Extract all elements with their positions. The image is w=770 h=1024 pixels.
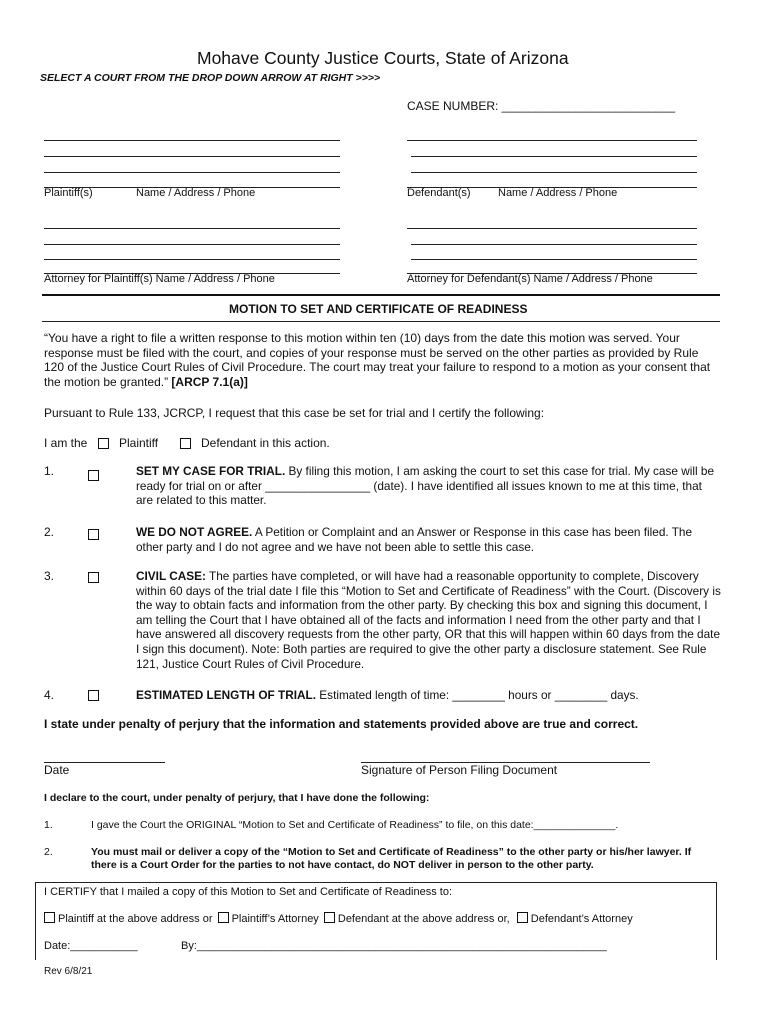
certify-defendant-label: Defendant at the above address or, <box>337 913 510 925</box>
atty-plaintiff-line-3[interactable] <box>44 259 340 260</box>
item-3-heading: CIVIL CASE: <box>136 569 206 583</box>
atty-defendant-line-1[interactable] <box>407 228 697 229</box>
item-3-checkbox[interactable] <box>88 572 99 583</box>
item-4-heading: ESTIMATED LENGTH OF TRIAL. <box>136 688 317 702</box>
certify-defendant-checkbox[interactable] <box>324 912 335 923</box>
certify-heading: I CERTIFY that I mailed a copy of this Motion to Set and Certificate of Readiness to: <box>44 886 453 898</box>
i-am-defendant-label: Defendant in this action. <box>201 436 330 450</box>
declaration-item-1-number: 1. <box>44 819 53 831</box>
declaration-item-2-number: 2. <box>44 846 53 858</box>
notice-rule: [ARCP 7.1(a)] <box>171 374 248 389</box>
plaintiff-name-address-label: Name / Address / Phone <box>136 187 256 199</box>
atty-defendant-line-3[interactable] <box>411 259 697 260</box>
item-4-body: Estimated length of time: ________ hours or ________ days. <box>319 688 639 702</box>
atty-defendant-label: Attorney for Defendant(s) Name / Address / Phone <box>407 273 653 285</box>
certify-plaintiff-checkbox[interactable] <box>44 912 55 923</box>
atty-plaintiff-line-2[interactable] <box>44 244 340 245</box>
plaintiff-label: Plaintiff(s) <box>44 187 93 199</box>
section-underline <box>42 321 720 322</box>
declaration-item-1-text: I gave the Court the ORIGINAL “Motion to Set and Certificate of Readiness” to file, on this date:______________. <box>91 819 619 831</box>
item-3-text <box>136 569 722 671</box>
case-number-field[interactable]: CASE NUMBER: __________________________ <box>407 99 676 113</box>
atty-plaintiff-line-1[interactable] <box>44 228 340 229</box>
item-4-number: 4. <box>44 688 55 702</box>
signature-label: Signature of Person Filing Document <box>361 763 558 777</box>
declaration-item-2-text: You must mail or deliver a copy of the “Motion to Set and Certificate of Readiness” to the other party or his/her lawyer. If there is a Court Order for the parties to not have contact, do NOT deliver in person to the other party. <box>91 846 692 871</box>
revision-label: Rev 6/8/21 <box>44 966 93 977</box>
section-title: MOTION TO SET AND CERTIFICATE OF READINESS <box>229 302 528 316</box>
item-4-checkbox[interactable] <box>88 690 99 701</box>
item-1-body: By filing this motion, I am asking the court to set this case for trial. My case will be ready for trial on or after ________________ (date). I have identified all issues known to me at this time, that are related to this matter. <box>136 464 715 508</box>
item-1-text <box>136 464 722 508</box>
defendant-line-1[interactable] <box>407 140 697 141</box>
defendant-line-3[interactable] <box>411 172 697 173</box>
plaintiff-line-3[interactable] <box>44 172 340 173</box>
item-2-heading: WE DO NOT AGREE. <box>136 525 253 539</box>
item-3-body: The parties have completed, or will have had a reasonable opportunity to complete, Discovery within 60 days of the trial date I file this “Motion to Set and Certificate of Readiness” with the Court. (Discovery is the way to obtain facts and information from the other party. By checking this box and signing this document, I am telling the Court that I have obtained all of the facts and information I need from the other party and that I have answered all discovery requests from the other party, OR that this will happen within 60 days from the date I sign this document). Note: Both parties are required to give the other party a disclosure statement. See Rule 121, Justice Court Rules of Civil Procedure. <box>136 569 721 671</box>
defendant-checkbox[interactable] <box>180 438 191 449</box>
item-1-heading: SET MY CASE FOR TRIAL. <box>136 464 286 478</box>
item-2-body: A Petition or Complaint and an Answer or Response in this case has been filed. The other party and I do not agree and we have not been able to settle this case. <box>136 525 693 554</box>
declaration-heading: I declare to the court, under penalty of perjury, that I have done the following: <box>44 792 430 804</box>
date-label: Date <box>44 763 70 777</box>
atty-defendant-line-2[interactable] <box>411 244 697 245</box>
perjury-statement: I state under penalty of perjury that the information and statements provided above are true and correct. <box>44 717 639 731</box>
certify-defendant-attorney-label: Defendant’s Attorney <box>530 913 633 925</box>
plaintiff-line-2[interactable] <box>44 156 340 157</box>
certify-plaintiff-label: Plaintiff at the above address or <box>58 913 213 925</box>
defendant-line-2[interactable] <box>411 156 697 157</box>
certify-by-field[interactable]: By:___________________________________________________________________ <box>181 940 607 952</box>
notice-paragraph <box>44 331 716 389</box>
pursuant-statement: Pursuant to Rule 133, JCRCP, I request that this case be set for trial and I certify the following: <box>44 406 545 420</box>
item-2-number: 2. <box>44 525 55 539</box>
i-am-prefix: I am the <box>44 436 88 450</box>
certify-plaintiff-attorney-checkbox[interactable] <box>218 912 229 923</box>
atty-plaintiff-label: Attorney for Plaintiff(s) Name / Address / Phone <box>44 273 275 285</box>
defendant-name-address-label: Name / Address / Phone <box>498 187 618 199</box>
item-2-text <box>136 525 722 554</box>
item-3-number: 3. <box>44 569 55 583</box>
plaintiff-line-1[interactable] <box>44 140 340 141</box>
certify-defendant-attorney-checkbox[interactable] <box>517 912 528 923</box>
item-4-text <box>136 688 722 703</box>
i-am-plaintiff-label: Plaintiff <box>119 436 159 450</box>
court-select-instruction[interactable]: SELECT A COURT FROM THE DROP DOWN ARROW AT RIGHT >>>> <box>40 72 381 84</box>
item-1-number: 1. <box>44 464 55 478</box>
certify-plaintiff-attorney-label: Plaintiff’s Attorney <box>231 913 319 925</box>
item-2-checkbox[interactable] <box>88 529 99 540</box>
notice-text: “You have a right to file a written response to this motion within ten (10) days from the date this motion was served. Your response must be filed with the court, and copies of your response must be served on the other parties as provided by Rule 120 of the Justice Court Rules of Civil Procedure. The court may treat your failure to respond to a motion as your consent that the motion be granted.” <box>44 331 711 389</box>
certify-options <box>44 912 633 925</box>
item-1-checkbox[interactable] <box>88 470 99 481</box>
section-divider <box>42 294 720 296</box>
plaintiff-checkbox[interactable] <box>98 438 109 449</box>
page-title: Mohave County Justice Courts, State of Arizona <box>197 48 569 68</box>
certify-date-field[interactable]: Date:___________ <box>44 940 138 952</box>
defendant-label: Defendant(s) <box>407 187 471 199</box>
